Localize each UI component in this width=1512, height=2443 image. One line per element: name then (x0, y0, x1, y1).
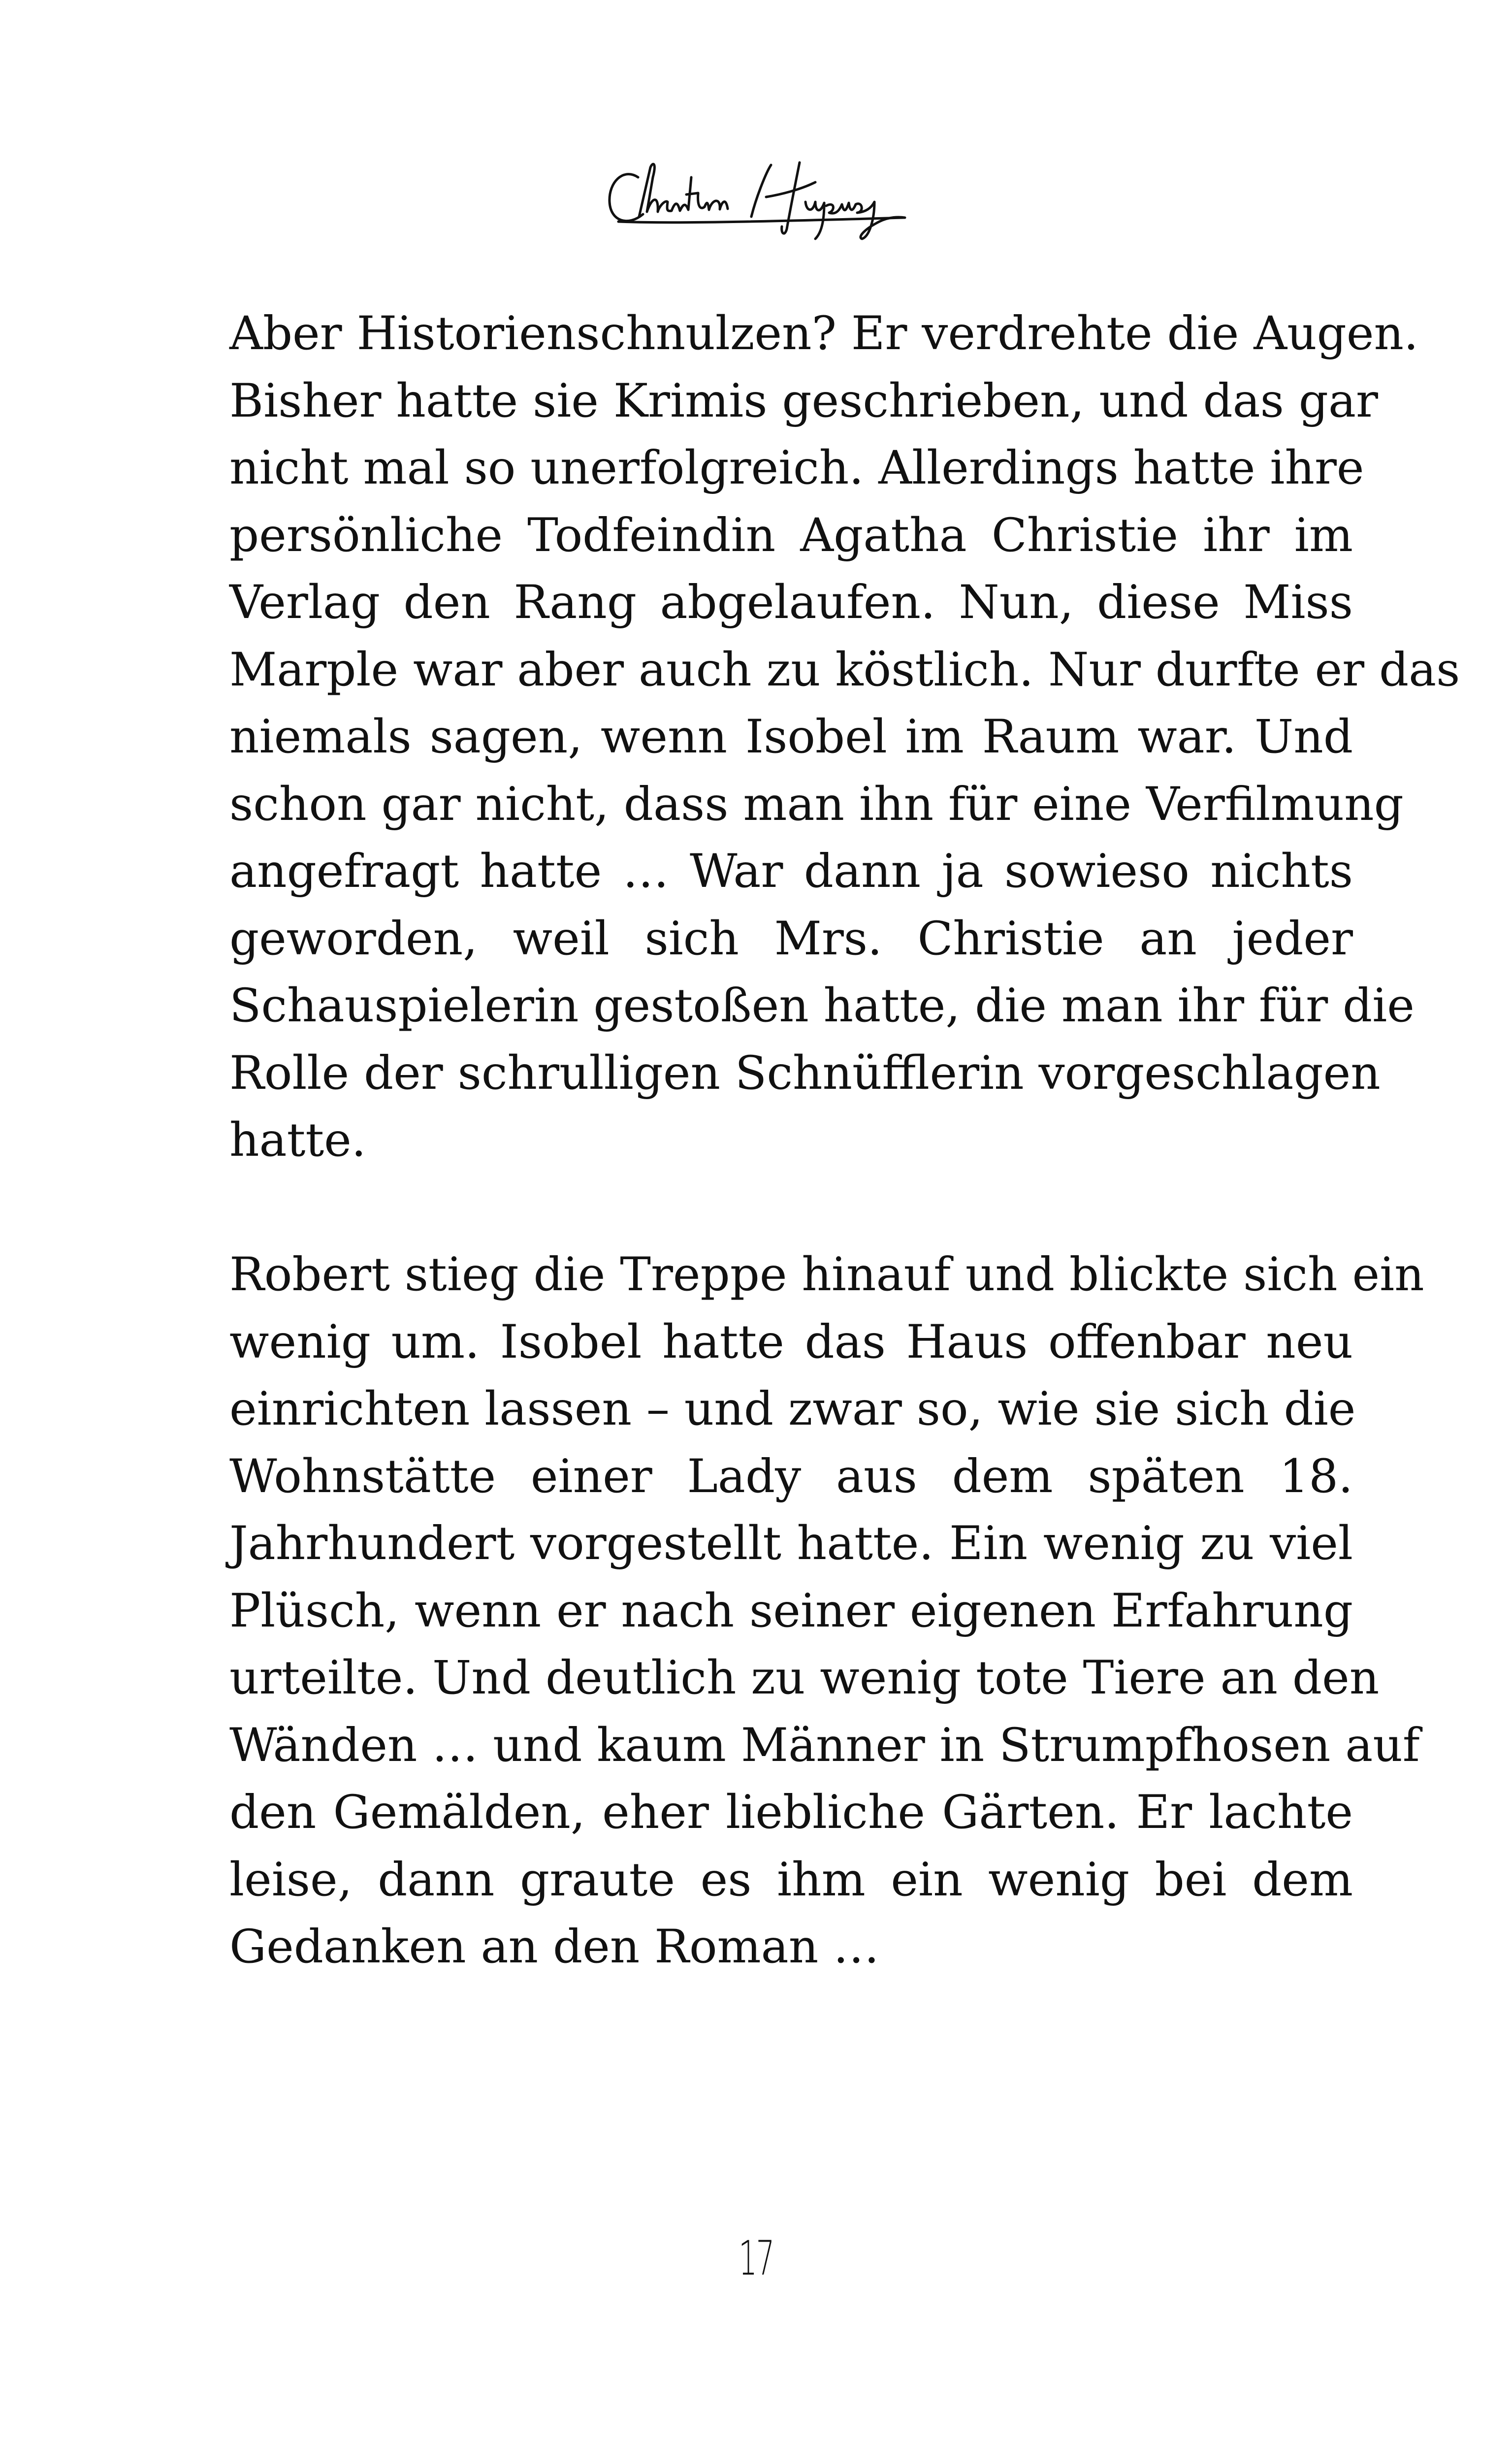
text-line: Bisher hatte sie Krimis geschrieben, und das gar (229, 374, 1378, 428)
text-line: geworden, weil sich Mrs. Christie an jeder (229, 912, 1353, 966)
text-line: leise, dann graute es ihm ein wenig bei dem (229, 1853, 1353, 1907)
body-text (229, 300, 1460, 1981)
text-line: Marple war aber auch zu köstlich. Nur durfte er das (229, 643, 1460, 697)
paragraph-gap (229, 1174, 1353, 1242)
text-line: wenig um. Isobel hatte das Haus offenbar neu (229, 1315, 1353, 1369)
text-line: angefragt hatte … War dann ja sowieso nichts (229, 845, 1353, 898)
text-line: Wänden … und kaum Männer in Strumpfhosen auf (229, 1718, 1420, 1772)
text-line: Verlag den Rang abgelaufen. Nun, diese Miss (229, 576, 1353, 629)
text-line: nicht mal so unerfolgreich. Allerdings hatte ihre (229, 441, 1364, 495)
text-line: urteilte. Und deutlich zu wenig tote Tiere an den (229, 1651, 1380, 1705)
text-line: einrichten lassen – und zwar so, wie sie sich die (229, 1382, 1356, 1436)
text-line: Schauspielerin gestoßen hatte, die man ihr für die (229, 979, 1415, 1033)
author-signature-logo (604, 148, 909, 246)
text-line: Jahrhundert vorgestellt hatte. Ein wenig zu viel (229, 1517, 1353, 1570)
text-line: Rolle der schrulligen Schnüfflerin vorgeschlagen (229, 1046, 1381, 1100)
paragraph-1 (229, 300, 1460, 1174)
text-line: Plüsch, wenn er nach seiner eigenen Erfahrung (229, 1584, 1353, 1638)
text-line: Aber Historienschnulzen? Er verdrehte die Augen. (229, 307, 1418, 360)
text-line: Robert stieg die Treppe hinauf und blickte sich ein (229, 1248, 1424, 1302)
page-number: 17 (739, 2231, 773, 2286)
text-line: den Gemälden, eher liebliche Gärten. Er lachte (229, 1786, 1353, 1839)
text-line: persönliche Todfeindin Agatha Christie ihr im (229, 508, 1353, 562)
text-line: hatte. (229, 1113, 366, 1167)
text-line: Gedanken an den Roman … (229, 1920, 880, 1974)
text-line: Wohnstätte einer Lady aus dem späten 18. (229, 1449, 1353, 1503)
text-line: schon gar nicht, dass man ihn für eine Verfilmung (229, 777, 1404, 831)
paragraph-2 (229, 1241, 1424, 1981)
text-line: niemals sagen, wenn Isobel im Raum war. Und (229, 710, 1353, 764)
running-head-signature (0, 148, 1512, 246)
